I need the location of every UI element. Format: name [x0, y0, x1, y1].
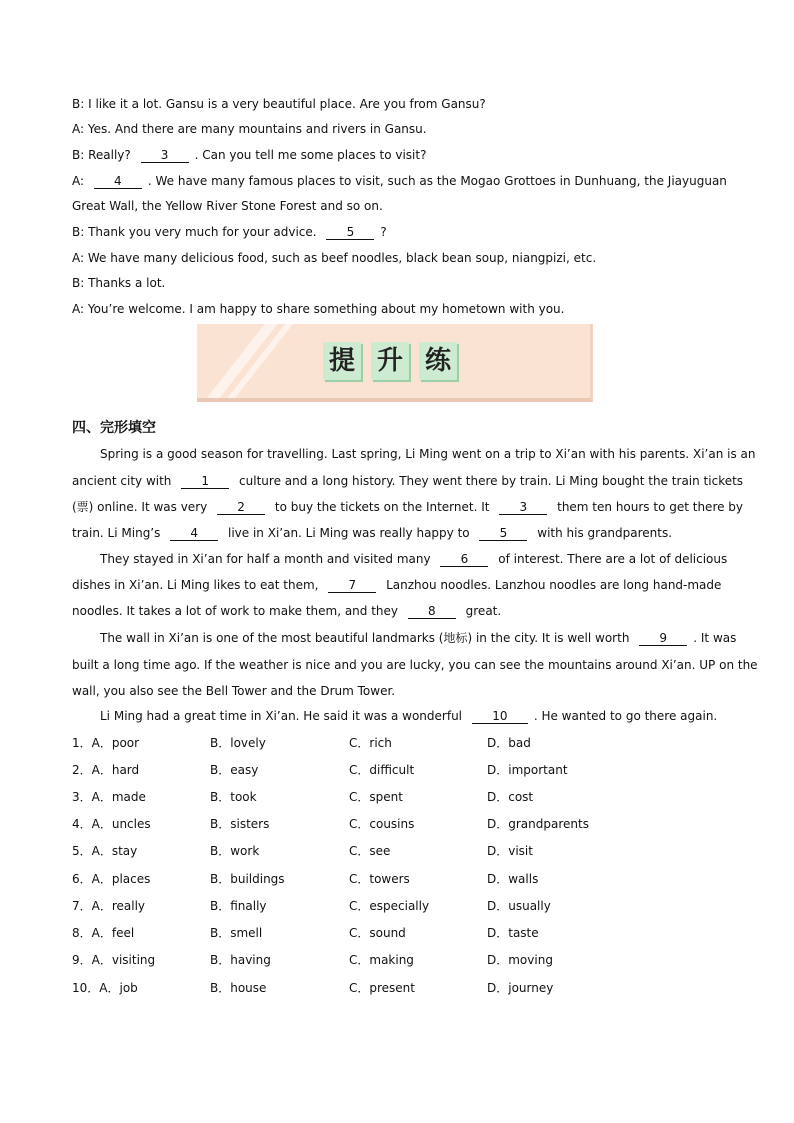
- option-a: 10．A．job: [72, 981, 138, 995]
- option-c: C．difficult: [349, 763, 415, 777]
- option-a: 8．A．feel: [72, 926, 135, 940]
- option-b: B．having: [210, 953, 271, 967]
- option-d: D．taste: [487, 926, 539, 940]
- option-d: D．cost: [487, 790, 534, 804]
- text-segment: They stayed in Xi’an for half a month and visited many: [100, 552, 435, 566]
- option-c: C．cousins: [349, 817, 415, 831]
- option-a: 6．A．places: [72, 872, 151, 886]
- cloze-blank-8: 8: [408, 605, 456, 619]
- cloze-blank-6: 6: [440, 553, 488, 567]
- option-a: 7．A．really: [72, 899, 146, 913]
- answer-blank-4: 4: [94, 175, 142, 189]
- dialogue-line-3: [72, 147, 724, 163]
- banner-char-3: 练: [419, 342, 457, 380]
- dialogue-line-6: [72, 224, 724, 240]
- option-d: D．important: [487, 763, 568, 777]
- option-d: D．bad: [487, 736, 531, 750]
- option-a: 3．A．made: [72, 790, 146, 804]
- option-c: C．present: [349, 981, 415, 995]
- option-b: B．house: [210, 981, 267, 995]
- option-d: D．moving: [487, 953, 553, 967]
- text-segment: with his grandparents.: [533, 526, 673, 540]
- passage-line: [72, 603, 724, 619]
- banner-char-2: 升: [371, 342, 409, 380]
- passage-line: [100, 630, 737, 646]
- text-segment: A:: [72, 174, 88, 188]
- passage-line: Spring is a good season for travelling. Last spring, Li Ming went on a trip to Xi’an with his parents. Xi’an is an: [100, 447, 756, 461]
- text-segment: B: Thank you very much for your advice.: [72, 225, 321, 239]
- text-segment: B: Really?: [72, 148, 135, 162]
- option-d: D．journey: [487, 981, 554, 995]
- text-segment: ?: [380, 225, 387, 239]
- text-segment: (票) online. It was very: [72, 500, 212, 514]
- dialogue-line-9: A: You’re welcome. I am happy to share something about my hometown with you.: [72, 302, 565, 316]
- option-c: C．see: [349, 844, 391, 858]
- text-segment: live in Xi’an. Li Ming was really happy to: [224, 526, 474, 540]
- dialogue-line-7: A: We have many delicious food, such as beef noodles, black bean soup, niangpizi, etc.: [72, 251, 597, 265]
- text-segment: them ten hours to get there by: [553, 500, 744, 514]
- text-segment: . He wanted to go there again.: [533, 709, 718, 723]
- text-segment: dishes in Xi’an. Li Ming likes to eat them,: [72, 578, 323, 592]
- text-segment: culture and a long history. They went there by train. Li Ming bought the train tickets: [235, 474, 744, 488]
- text-segment: Li Ming had a great time in Xi’an. He said it was a wonderful: [100, 709, 466, 723]
- text-segment: . We have many famous places to visit, such as the Mogao Grottoes in Dunhuang, the Jiayuguan: [147, 174, 727, 188]
- option-b: B．work: [210, 844, 260, 858]
- text-segment: noodles. It takes a lot of work to make them, and they: [72, 604, 402, 618]
- practice-banner: [197, 324, 593, 402]
- passage-line: built a long time ago. If the weather is nice and you are lucky, you can see the mountains around Xi’an. UP on the: [72, 658, 758, 672]
- answer-blank-3: 3: [141, 149, 189, 163]
- text-segment: The wall in Xi’an is one of the most beautiful landmarks (地标) in the city. It is well worth: [100, 631, 634, 645]
- cloze-blank-4: 4: [170, 527, 218, 541]
- option-d: D．visit: [487, 844, 533, 858]
- passage-line: [72, 577, 724, 593]
- option-a: 5．A．stay: [72, 844, 138, 858]
- text-segment: ancient city with: [72, 474, 176, 488]
- option-c: C．spent: [349, 790, 403, 804]
- text-segment: train. Li Ming’s: [72, 526, 165, 540]
- option-a: 1．A．poor: [72, 736, 140, 750]
- cloze-blank-2: 2: [217, 501, 265, 515]
- option-c: C．especially: [349, 899, 430, 913]
- text-segment: . Can you tell me some places to visit?: [194, 148, 427, 162]
- dialogue-line-5: Great Wall, the Yellow River Stone Forest and so on.: [72, 199, 383, 213]
- option-b: B．smell: [210, 926, 263, 940]
- option-c: C．rich: [349, 736, 392, 750]
- dialogue-line-8: B: Thanks a lot.: [72, 276, 166, 290]
- cloze-blank-5: 5: [479, 527, 527, 541]
- dialogue-line-4: [72, 173, 727, 189]
- passage-line: [100, 551, 728, 567]
- dialogue-line-1: B: I like it a lot. Gansu is a very beautiful place. Are you from Gansu?: [72, 97, 486, 111]
- banner-title: [323, 342, 457, 380]
- passage-line: [100, 708, 724, 724]
- passage-line: [72, 525, 724, 541]
- option-c: C．sound: [349, 926, 406, 940]
- cloze-blank-1: 1: [181, 475, 229, 489]
- option-b: B．easy: [210, 763, 259, 777]
- text-segment: to buy the tickets on the Internet. It: [271, 500, 494, 514]
- option-a: 2．A．hard: [72, 763, 140, 777]
- option-a: 4．A．uncles: [72, 817, 151, 831]
- option-b: B．took: [210, 790, 257, 804]
- cloze-blank-7: 7: [328, 579, 376, 593]
- answer-blank-5: 5: [326, 226, 374, 240]
- text-segment: Lanzhou noodles. Lanzhou noodles are long hand-made: [382, 578, 722, 592]
- option-d: D．usually: [487, 899, 551, 913]
- cloze-blank-9: 9: [639, 632, 687, 646]
- option-b: B．lovely: [210, 736, 266, 750]
- passage-line: [72, 499, 744, 515]
- banner-char-1: 提: [323, 342, 361, 380]
- dialogue-line-2: A: Yes. And there are many mountains and rivers in Gansu.: [72, 122, 427, 136]
- option-b: B．sisters: [210, 817, 270, 831]
- option-d: D．walls: [487, 872, 539, 886]
- option-a: 9．A．visiting: [72, 953, 156, 967]
- cloze-blank-3: 3: [499, 501, 547, 515]
- text-segment: of interest. There are a lot of delicious: [494, 552, 728, 566]
- option-c: C．making: [349, 953, 414, 967]
- option-d: D．grandparents: [487, 817, 589, 831]
- cloze-blank-10: 10: [472, 710, 528, 724]
- passage-line: [72, 473, 744, 489]
- text-segment: . It was: [693, 631, 737, 645]
- section-title: 四、完形填空: [72, 420, 156, 436]
- option-b: B．finally: [210, 899, 267, 913]
- option-b: B．buildings: [210, 872, 285, 886]
- passage-line: wall, you also see the Bell Tower and the Drum Tower.: [72, 684, 396, 698]
- option-c: C．towers: [349, 872, 410, 886]
- text-segment: great.: [461, 604, 502, 618]
